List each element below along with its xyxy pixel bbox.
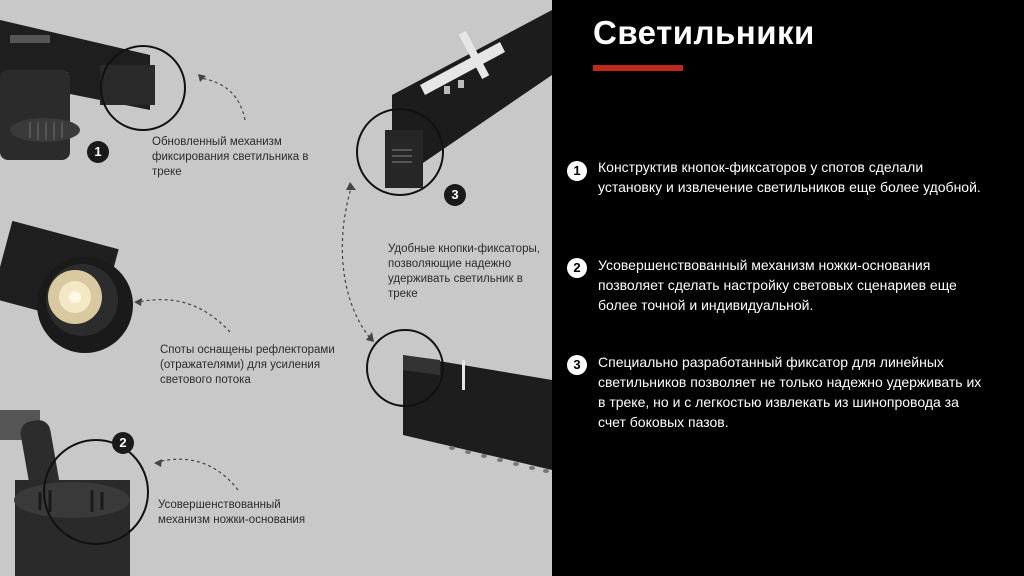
spotlight-image — [0, 221, 133, 353]
stem-base-image — [0, 410, 130, 576]
caption-fixing-buttons: Удобные кнопки-фиксаторы, позволяющие надежно удерживать светильник в треке — [388, 243, 540, 300]
point-badge-3: 3 — [567, 355, 587, 375]
linear-luminaire-image — [403, 355, 552, 473]
callout-badge-2: 2 — [112, 432, 134, 454]
point-badge-1: 1 — [567, 161, 587, 181]
point-badge-2: 2 — [567, 258, 587, 278]
caption-stem-mechanism: Усовершенствованный механизм ножки-основания — [158, 499, 306, 526]
track-rail-image — [385, 10, 552, 188]
callout-badge-3: 3 — [444, 184, 466, 206]
caption-reflectors: Споты оснащены рефлекторами (отражателями) для усиления светового потока — [160, 344, 335, 386]
track-connector-image — [0, 20, 155, 160]
caption-fixing-mechanism: Обновленный механизм фиксирования светильника в треке — [152, 136, 309, 178]
callout-badge-1: 1 — [87, 141, 109, 163]
point-text-2: Усовершенствованный механизм ножки-основания позволяет сделать настройку световых сценариев еще более точной и индивидуальной. — [598, 257, 957, 313]
point-text-3: Специально разработанный фиксатор для линейных светильников позволяет не только надежно удерживать их в треке, но и с легкостью извлекать из шинопровода за счет боковых пазов. — [598, 354, 982, 430]
slide-title: Светильники — [593, 14, 815, 51]
point-text-1: Конструктив кнопок-фиксаторов у спотов сделали установку и извлечение светильников еще более удобной. — [598, 159, 981, 195]
title-underline — [593, 65, 683, 71]
